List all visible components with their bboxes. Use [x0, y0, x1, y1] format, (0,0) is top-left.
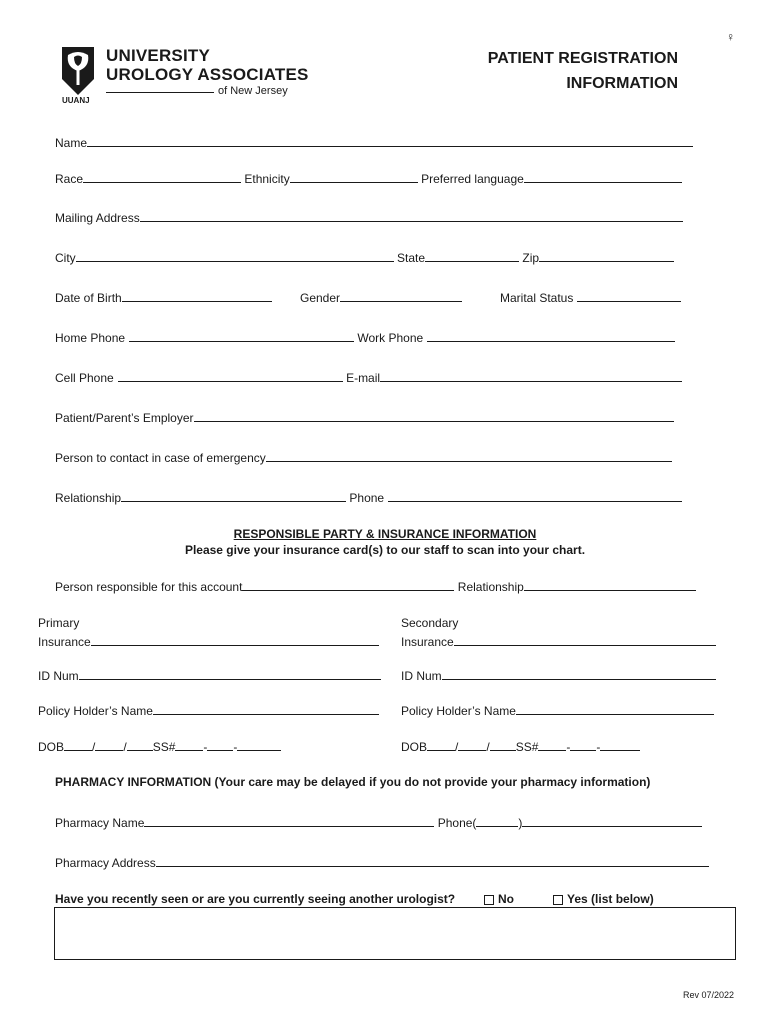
name-field[interactable] — [87, 134, 693, 147]
logo-divider — [106, 92, 214, 93]
secondary-insurance-field[interactable] — [454, 633, 716, 646]
page-title-line2: INFORMATION — [566, 75, 678, 92]
ethnicity-field[interactable] — [290, 170, 418, 183]
pharmacy-phone-close-paren: ) — [518, 816, 523, 830]
secondary-insurance-label: Insurance — [401, 635, 454, 649]
secondary-id-label: ID Num — [401, 669, 442, 683]
ethnicity-label: Ethnicity — [244, 172, 290, 186]
secondary-dob-slash-2: / — [486, 740, 490, 754]
secondary-ssn-part-2[interactable] — [570, 738, 596, 751]
home-phone-label: Home Phone — [55, 331, 126, 345]
primary-policy-holder-field[interactable] — [153, 702, 379, 715]
urologist-list-textbox[interactable] — [54, 907, 736, 960]
logo-university: UNIVERSITY — [106, 46, 211, 65]
primary-id-field[interactable] — [79, 667, 381, 680]
name-label: Name — [55, 136, 88, 150]
secondary-dob-label: DOB — [401, 740, 428, 754]
race-field[interactable] — [83, 170, 241, 183]
marital-status-field[interactable] — [577, 289, 681, 302]
cell-phone-field[interactable] — [118, 369, 343, 382]
email-field[interactable] — [380, 369, 682, 382]
insurance-section-subheading: Please give your insurance card(s) to our staff to scan into your chart. — [184, 543, 586, 557]
city-label: City — [55, 251, 76, 265]
secondary-dob-day[interactable] — [458, 738, 486, 751]
primary-ssn-part-1[interactable] — [175, 738, 203, 751]
primary-dob-day[interactable] — [95, 738, 123, 751]
urologist-yes-option[interactable] — [553, 891, 654, 907]
primary-dob-year[interactable] — [127, 738, 153, 751]
logo-abbreviation: UUANJ — [62, 96, 90, 105]
primary-policy-holder-label: Policy Holder’s Name — [38, 704, 153, 718]
dob-label: Date of Birth — [55, 291, 122, 305]
secondary-ssn-label: SS# — [515, 740, 539, 754]
female-symbol-icon: ♀ — [726, 30, 735, 44]
city-field[interactable] — [76, 249, 394, 262]
pharmacy-section-heading: PHARMACY INFORMATION (Your care may be delayed if you do not provide your pharmacy information) — [55, 775, 651, 789]
pharmacy-address-field[interactable] — [156, 854, 709, 867]
pharmacy-name-field[interactable] — [144, 814, 434, 827]
pharmacy-phone-label: Phone( — [437, 816, 477, 830]
secondary-ssn-dash-1: - — [566, 740, 571, 754]
primary-label-line1: Primary — [38, 616, 80, 630]
uuanj-shield-logo — [60, 45, 96, 97]
insurance-section-heading: RESPONSIBLE PARTY & INSURANCE INFORMATION — [233, 527, 537, 541]
primary-dob-label: DOB — [38, 740, 65, 754]
secondary-id-field[interactable] — [442, 667, 716, 680]
responsible-person-label: Person responsible for this account — [55, 580, 243, 594]
responsible-relationship-label: Relationship — [457, 580, 524, 594]
secondary-dob-year[interactable] — [490, 738, 516, 751]
pharmacy-phone-area-code[interactable] — [476, 814, 518, 827]
dob-field[interactable] — [122, 289, 272, 302]
primary-insurance-label: Insurance — [38, 635, 91, 649]
secondary-ssn-part-1[interactable] — [538, 738, 566, 751]
primary-ssn-part-3[interactable] — [237, 738, 281, 751]
logo-urology-associates: UROLOGY ASSOCIATES — [106, 65, 309, 84]
primary-dob-slash-2: / — [123, 740, 127, 754]
primary-ssn-dash-2: - — [233, 740, 238, 754]
state-field[interactable] — [425, 249, 519, 262]
preferred-language-label: Preferred language — [421, 172, 524, 186]
gender-label: Gender — [300, 291, 341, 305]
secondary-ssn-part-3[interactable] — [600, 738, 640, 751]
primary-ssn-dash-1: - — [203, 740, 208, 754]
emergency-contact-field[interactable] — [266, 449, 672, 462]
zip-field[interactable] — [539, 249, 674, 262]
phone-label: Phone — [349, 491, 385, 505]
relationship-field[interactable] — [121, 489, 346, 502]
yes-checkbox[interactable] — [553, 895, 563, 905]
secondary-policy-holder-label: Policy Holder’s Name — [401, 704, 516, 718]
emergency-contact-label: Person to contact in case of emergency — [55, 451, 266, 465]
email-label: E-mail — [346, 371, 381, 385]
no-label: No — [498, 892, 514, 906]
gender-field[interactable] — [340, 289, 462, 302]
pharmacy-address-label: Pharmacy Address — [55, 856, 156, 870]
preferred-language-field[interactable] — [524, 170, 682, 183]
mailing-address-field[interactable] — [140, 209, 683, 222]
revision-date: Rev 07/2022 — [682, 990, 734, 1000]
employer-label: Patient/Parent’s Employer — [55, 411, 194, 425]
urologist-no-option[interactable] — [484, 891, 514, 907]
mailing-address-label: Mailing Address — [55, 211, 140, 225]
state-label: State — [397, 251, 426, 265]
primary-dob-month[interactable] — [64, 738, 92, 751]
home-phone-field[interactable] — [129, 329, 354, 342]
pharmacy-name-label: Pharmacy Name — [55, 816, 145, 830]
relationship-label: Relationship — [55, 491, 122, 505]
secondary-policy-holder-field[interactable] — [516, 702, 714, 715]
work-phone-label: Work Phone — [357, 331, 424, 345]
secondary-dob-slash-1: / — [455, 740, 459, 754]
urologist-question: Have you recently seen or are you currently seeing another urologist? — [55, 892, 456, 906]
page-title-line1: PATIENT REGISTRATION — [487, 50, 678, 67]
zip-label: Zip — [522, 251, 540, 265]
work-phone-field[interactable] — [427, 329, 675, 342]
yes-label: Yes (list below) — [567, 892, 654, 906]
employer-field[interactable] — [194, 409, 674, 422]
marital-status-label: Marital Status — [500, 291, 574, 305]
responsible-person-field[interactable] — [242, 578, 454, 591]
primary-dob-slash-1: / — [92, 740, 96, 754]
primary-ssn-part-2[interactable] — [207, 738, 233, 751]
race-label: Race — [55, 172, 84, 186]
primary-id-label: ID Num — [38, 669, 79, 683]
primary-insurance-field[interactable] — [91, 633, 379, 646]
responsible-relationship-field[interactable] — [524, 578, 696, 591]
secondary-ssn-dash-2: - — [596, 740, 601, 754]
secondary-label-line1: Secondary — [401, 616, 459, 630]
pharmacy-phone-field[interactable] — [522, 814, 702, 827]
no-checkbox[interactable] — [484, 895, 494, 905]
primary-ssn-label: SS# — [152, 740, 176, 754]
phone-field[interactable] — [388, 489, 682, 502]
cell-phone-label: Cell Phone — [55, 371, 114, 385]
logo-of-new-jersey: of New Jersey — [218, 85, 288, 97]
secondary-dob-month[interactable] — [427, 738, 455, 751]
